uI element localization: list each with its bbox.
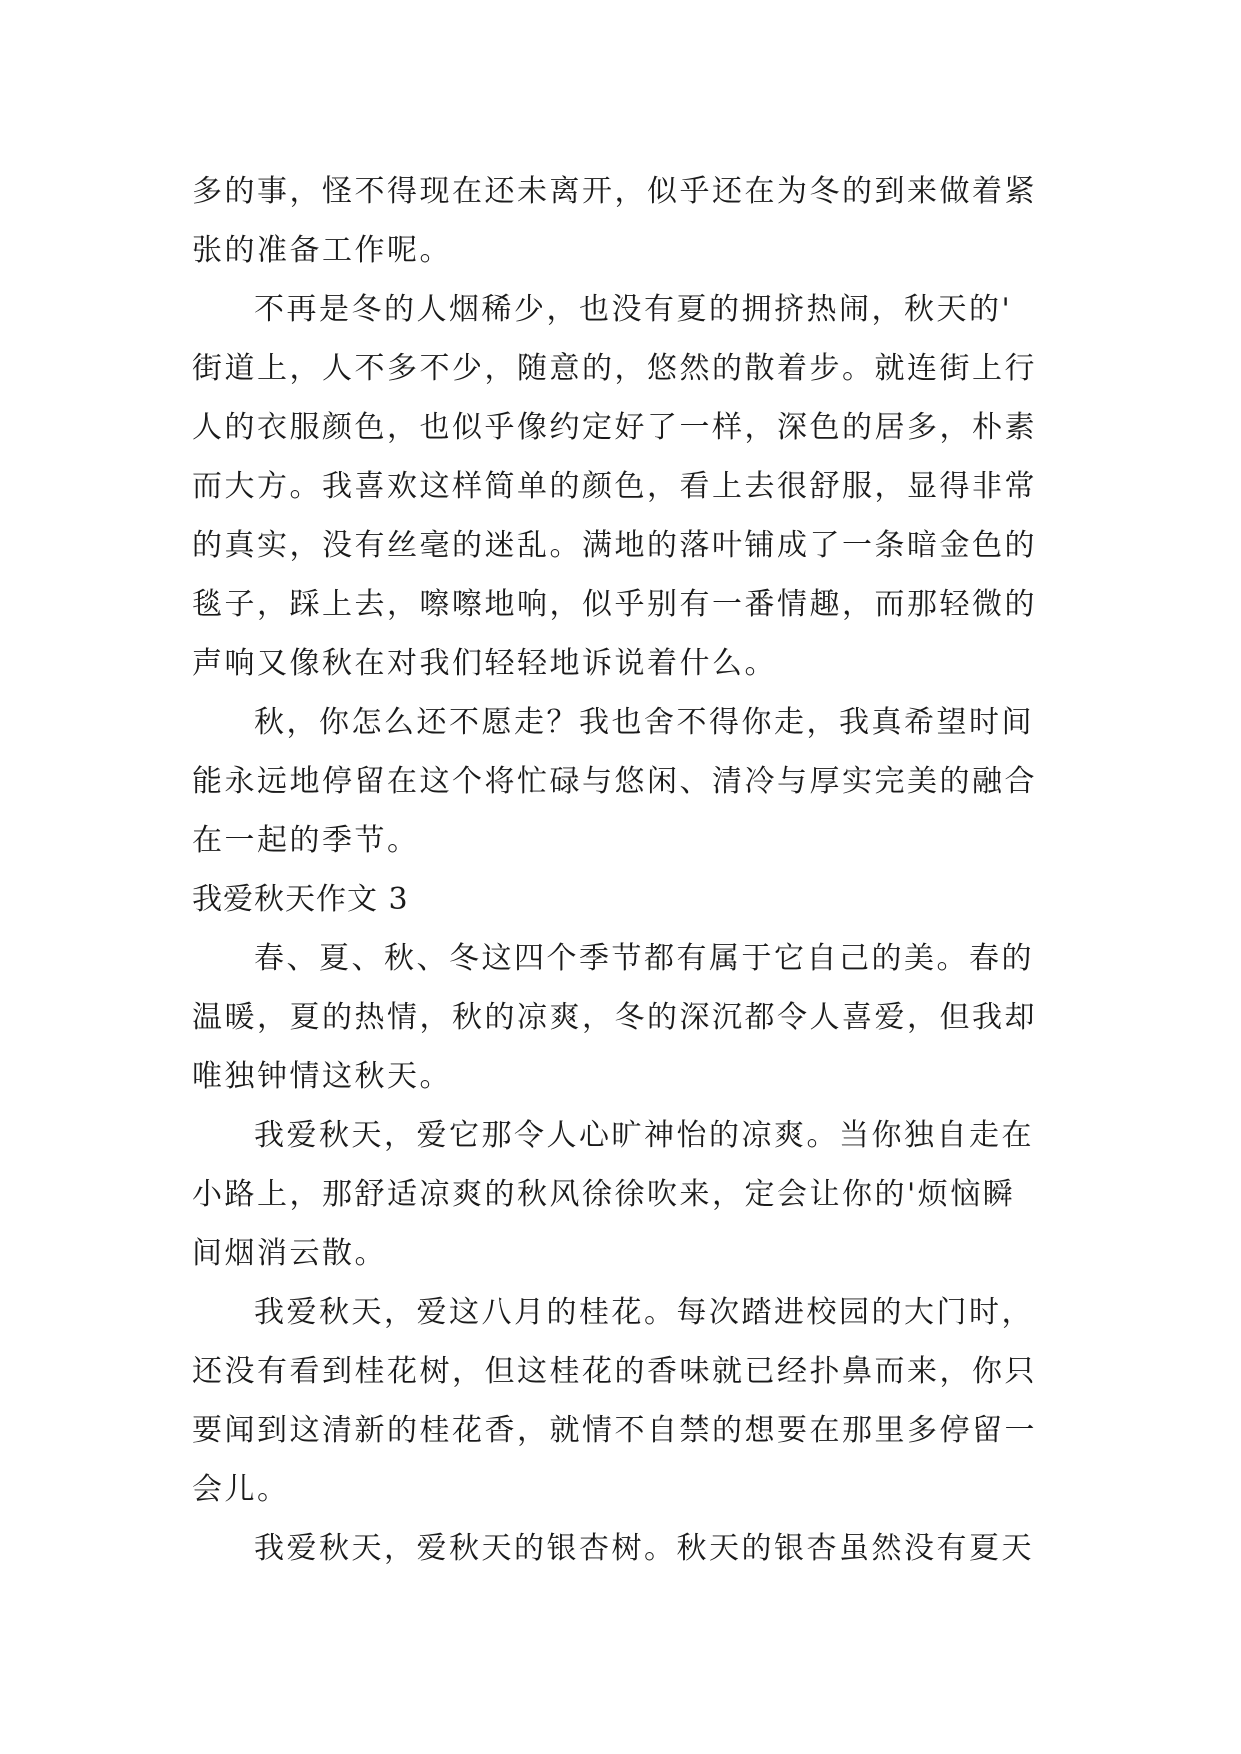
paragraph-line: 我爱秋天，爱这八月的桂花。每次踏进校园的大门时， xyxy=(254,1295,1034,1330)
paragraph-line: 还没有看到桂花树，但这桂花的香味就已经扑鼻而来，你只 xyxy=(192,1354,1037,1389)
paragraph-line: 毯子，踩上去，嚓嚓地响，似乎别有一番情趣，而那轻微的 xyxy=(192,587,1037,622)
paragraph xyxy=(192,162,1057,280)
paragraph xyxy=(192,280,1057,693)
paragraph-line: 而大方。我喜欢这样简单的颜色，看上去很舒服，显得非常 xyxy=(192,469,1037,504)
document-page xyxy=(192,162,1057,1578)
paragraph-line: 唯独钟情这秋天。 xyxy=(192,1059,452,1094)
paragraph-line: 在一起的季节。 xyxy=(192,823,420,858)
paragraph-line: 要闻到这清新的桂花香，就情不自禁的想要在那里多停留一 xyxy=(192,1413,1037,1448)
paragraph-line: 人的衣服颜色，也似乎像约定好了一样，深色的居多，朴素 xyxy=(192,410,1037,445)
paragraph-line: 能永远地停留在这个将忙碌与悠闲、清冷与厚实完美的融合 xyxy=(192,764,1037,799)
paragraph-line: 街道上，人不多不少，随意的，悠然的散着步。就连街上行 xyxy=(192,351,1037,386)
paragraph-line: 我爱秋天，爱秋天的银杏树。秋天的银杏虽然没有夏天 xyxy=(254,1531,1034,1566)
paragraph-line: 不再是冬的人烟稀少，也没有夏的拥挤热闹，秋天的' xyxy=(254,292,1013,327)
paragraph xyxy=(192,1283,1057,1519)
paragraph-line: 春、夏、秋、冬这四个季节都有属于它自己的美。春的 xyxy=(254,941,1034,976)
paragraph-line: 间烟消云散。 xyxy=(192,1236,387,1271)
paragraph xyxy=(192,693,1057,870)
paragraph xyxy=(192,1519,1057,1578)
paragraph-line: 声响又像秋在对我们轻轻地诉说着什么。 xyxy=(192,646,777,681)
paragraph-line: 我爱秋天，爱它那令人心旷神怡的凉爽。当你独自走在 xyxy=(254,1118,1034,1153)
paragraph-line: 张的准备工作呢。 xyxy=(192,233,452,268)
paragraph-line: 会儿。 xyxy=(192,1472,290,1507)
paragraph-line: 秋，你怎么还不愿走？我也舍不得你走，我真希望时间 xyxy=(254,705,1034,740)
section-heading: 我爱秋天作文 3 xyxy=(192,882,409,917)
paragraph-line: 多的事，怪不得现在还未离开，似乎还在为冬的到来做着紧 xyxy=(192,174,1037,209)
paragraph-line: 的真实，没有丝毫的迷乱。满地的落叶铺成了一条暗金色的 xyxy=(192,528,1037,563)
paragraph-line: 小路上，那舒适凉爽的秋风徐徐吹来，定会让你的'烦恼瞬 xyxy=(192,1177,1016,1212)
paragraph-line: 温暖，夏的热情，秋的凉爽，冬的深沉都令人喜爱，但我却 xyxy=(192,1000,1037,1035)
paragraph xyxy=(192,929,1057,1106)
paragraph xyxy=(192,1106,1057,1283)
